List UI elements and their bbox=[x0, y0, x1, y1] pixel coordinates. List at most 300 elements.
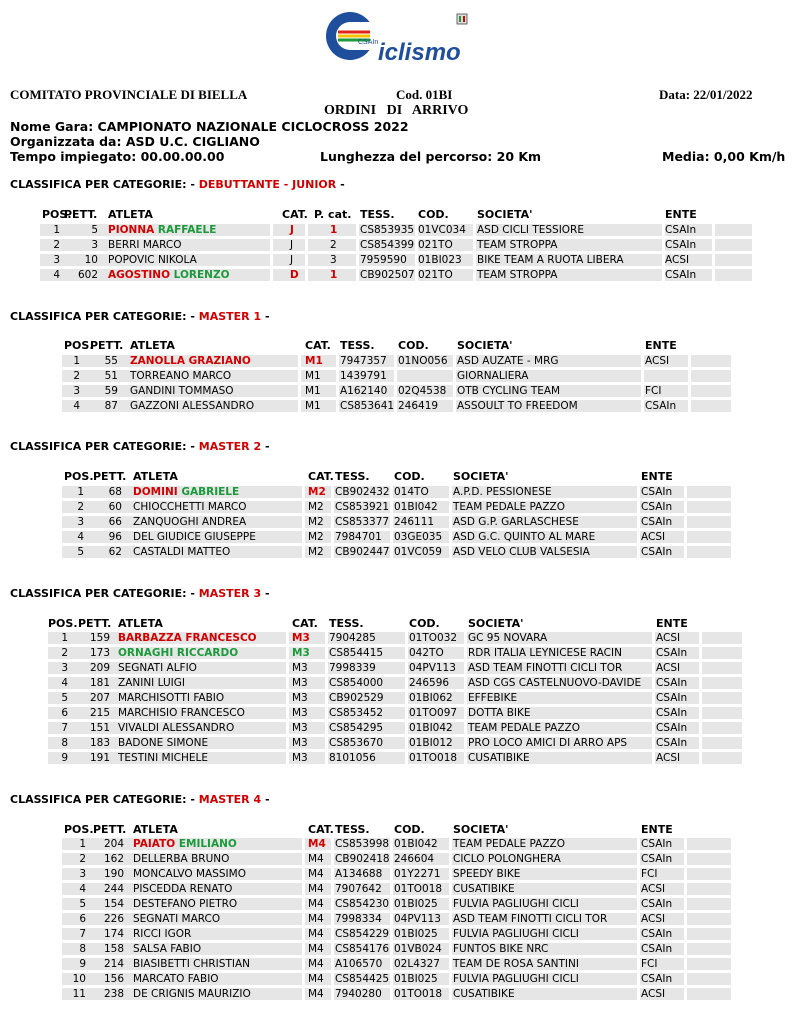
row-separator bbox=[473, 254, 476, 266]
cell-tess: CS854000 bbox=[329, 677, 384, 689]
row-separator bbox=[641, 370, 644, 382]
column-header: CAT. bbox=[305, 339, 331, 352]
cell-tess: CB902507 bbox=[360, 269, 415, 281]
row-separator bbox=[637, 913, 640, 925]
row-separator bbox=[405, 722, 408, 734]
cell-pos: 8 bbox=[79, 943, 86, 955]
cell-pos: 3 bbox=[73, 385, 80, 397]
cell-ente: CSAIn bbox=[641, 973, 673, 985]
row-separator bbox=[449, 501, 452, 513]
cell-athlete bbox=[118, 676, 185, 690]
cell-cat: M1 bbox=[305, 385, 321, 397]
cell-tess: CB902447 bbox=[335, 546, 390, 558]
cell-pos: 5 bbox=[61, 692, 68, 704]
cell-societa: SPEEDY BIKE bbox=[453, 868, 521, 880]
cell-tess: 7998334 bbox=[335, 913, 382, 925]
row-separator bbox=[302, 868, 305, 880]
section-title bbox=[10, 793, 270, 806]
column-header: PETT. bbox=[64, 208, 98, 221]
section-title bbox=[10, 178, 345, 191]
row-separator bbox=[684, 973, 687, 985]
row-separator bbox=[684, 838, 687, 850]
cell-cod: 246604 bbox=[394, 853, 435, 865]
row-separator bbox=[637, 501, 640, 513]
cell-ente: CSAIn bbox=[665, 239, 697, 251]
cell-pos: 2 bbox=[73, 370, 80, 382]
cell-pett: 87 bbox=[104, 400, 118, 412]
cell-cat: M4 bbox=[308, 883, 324, 895]
row-separator bbox=[464, 752, 467, 764]
athlete-surname: SEGNATI ALFIO bbox=[118, 662, 197, 674]
cell-cat: M2 bbox=[308, 531, 324, 543]
cell-societa: TEAM STROPPA bbox=[477, 239, 558, 251]
athlete-surname: MARCATO FABIO bbox=[133, 973, 219, 985]
cell-societa: GC 95 NOVARA bbox=[468, 632, 548, 644]
cell-athlete bbox=[133, 927, 191, 941]
cell-societa: EFFEBIKE bbox=[468, 692, 518, 704]
row-separator bbox=[390, 928, 393, 940]
cell-athlete bbox=[133, 515, 246, 529]
cell-tess: CS854399 bbox=[360, 239, 415, 251]
column-header: SOCIETA' bbox=[453, 470, 509, 483]
cell-ente: CSAIn bbox=[656, 692, 688, 704]
column-header: PETT. bbox=[90, 339, 124, 352]
row-separator bbox=[473, 224, 476, 236]
table-row bbox=[0, 882, 797, 896]
table-row bbox=[0, 500, 797, 514]
cell-tess: CB902418 bbox=[335, 853, 390, 865]
cell-societa: TEAM DE ROSA SANTINI bbox=[453, 958, 579, 970]
table-row bbox=[0, 972, 797, 986]
cell-cod: 246111 bbox=[394, 516, 435, 528]
athlete-surname: VIVALDI ALESSANDRO bbox=[118, 722, 235, 734]
row-separator bbox=[464, 677, 467, 689]
cell-pos: 3 bbox=[61, 662, 68, 674]
cell-pett: 209 bbox=[89, 662, 110, 674]
cell-societa: TEAM PEDALE PAZZO bbox=[468, 722, 580, 734]
table-row bbox=[0, 384, 797, 398]
row-separator bbox=[684, 531, 687, 543]
cell-societa: ASD G.P. GARLASCHESE bbox=[453, 516, 579, 528]
row-separator bbox=[652, 707, 655, 719]
cell-ente: CSAIn bbox=[656, 647, 688, 659]
cell-pos: 1 bbox=[73, 355, 80, 367]
cell-pett: 602 bbox=[77, 269, 98, 281]
cell-ente: CSAIn bbox=[645, 400, 677, 412]
cell-cat: M4 bbox=[308, 988, 324, 1000]
column-header: TESS. bbox=[335, 470, 370, 483]
column-header: COD. bbox=[398, 339, 429, 352]
table-row bbox=[0, 646, 797, 660]
section-suffix: - bbox=[336, 178, 345, 191]
table-row bbox=[0, 837, 797, 851]
row-separator bbox=[390, 838, 393, 850]
row-separator bbox=[390, 868, 393, 880]
cell-athlete bbox=[130, 384, 234, 398]
row-separator bbox=[684, 913, 687, 925]
row-separator bbox=[652, 722, 655, 734]
athlete-surname: PIONNA bbox=[108, 224, 155, 236]
row-separator bbox=[688, 385, 691, 397]
cell-athlete bbox=[118, 646, 238, 660]
column-header: ENTE bbox=[641, 470, 673, 483]
cell-cod: 01BI012 bbox=[409, 737, 453, 749]
row-separator bbox=[331, 988, 334, 1000]
cell-cod: 246419 bbox=[398, 400, 439, 412]
cell-ente: CSAIn bbox=[665, 224, 697, 236]
cell-ente: CSAIn bbox=[641, 486, 673, 498]
row-separator bbox=[331, 546, 334, 558]
cell-pcat: 2 bbox=[330, 239, 337, 251]
cell-cat: M2 bbox=[308, 546, 324, 558]
cell-cod: 042TO bbox=[409, 647, 444, 659]
athlete-surname: GAZZONI ALESSANDRO bbox=[130, 400, 255, 412]
row-separator bbox=[356, 254, 359, 266]
row-separator bbox=[449, 958, 452, 970]
row-separator bbox=[390, 531, 393, 543]
row-separator bbox=[325, 692, 328, 704]
cell-cod: 014TO bbox=[394, 486, 429, 498]
row-separator bbox=[637, 943, 640, 955]
row-separator bbox=[699, 722, 702, 734]
cell-ente: ACSI bbox=[656, 632, 681, 644]
cell-cod: 01VB024 bbox=[394, 943, 442, 955]
row-separator bbox=[637, 883, 640, 895]
cell-cat: M3 bbox=[292, 692, 308, 704]
row-separator bbox=[449, 546, 452, 558]
cell-pett: 162 bbox=[103, 853, 124, 865]
row-separator bbox=[286, 752, 289, 764]
row-separator bbox=[302, 973, 305, 985]
cell-pos: 6 bbox=[61, 707, 68, 719]
column-header: ATLETA bbox=[108, 208, 153, 221]
cell-societa: ASD TEAM FINOTTI CICLI TOR bbox=[468, 662, 623, 674]
row-separator bbox=[302, 958, 305, 970]
cell-pett: 156 bbox=[103, 973, 124, 985]
cell-societa: ASD VELO CLUB VALSESIA bbox=[453, 546, 590, 558]
cell-pett: 66 bbox=[108, 516, 122, 528]
cell-societa: ASD CGS CASTELNUOVO-DAVIDE bbox=[468, 677, 642, 689]
column-header: SOCIETA' bbox=[477, 208, 533, 221]
row-separator bbox=[325, 662, 328, 674]
cell-tess: 7947357 bbox=[340, 355, 387, 367]
cell-ente: CSAIn bbox=[641, 516, 673, 528]
row-separator bbox=[405, 692, 408, 704]
cell-pcat: 3 bbox=[330, 254, 337, 266]
cell-athlete bbox=[118, 691, 224, 705]
row-separator bbox=[390, 913, 393, 925]
table-row bbox=[0, 736, 797, 750]
row-separator bbox=[305, 269, 308, 281]
row-separator bbox=[641, 385, 644, 397]
row-separator bbox=[270, 224, 273, 236]
cell-pett: 173 bbox=[89, 647, 110, 659]
cell-tess: CS854425 bbox=[335, 973, 390, 985]
cell-athlete bbox=[130, 369, 231, 383]
cell-ente: CSAIn bbox=[641, 898, 673, 910]
row-separator bbox=[336, 400, 339, 412]
cell-pos: 4 bbox=[61, 677, 68, 689]
cell-cat: M3 bbox=[292, 632, 310, 644]
row-separator bbox=[331, 501, 334, 513]
cell-cod: 01BI023 bbox=[418, 254, 462, 266]
row-separator bbox=[449, 868, 452, 880]
cell-tess: 7907642 bbox=[335, 883, 382, 895]
table-row bbox=[0, 927, 797, 941]
cell-societa: TEAM PEDALE PAZZO bbox=[453, 501, 565, 513]
cell-tess: 8101056 bbox=[329, 752, 376, 764]
cell-cat: J bbox=[290, 254, 294, 266]
cell-cat: M3 bbox=[292, 737, 308, 749]
cell-societa: RDR ITALIA LEYNICESE RACIN bbox=[468, 647, 622, 659]
athlete-firstname: LORENZO bbox=[173, 269, 230, 281]
cell-athlete bbox=[133, 530, 256, 544]
section-suffix: - bbox=[261, 440, 270, 453]
cell-cod: 01BI062 bbox=[409, 692, 453, 704]
row-separator bbox=[298, 355, 301, 367]
cell-pett: 191 bbox=[89, 752, 110, 764]
column-header: ATLETA bbox=[133, 470, 178, 483]
row-separator bbox=[390, 516, 393, 528]
cell-tess: CS853935 bbox=[360, 224, 415, 236]
row-separator bbox=[449, 913, 452, 925]
cell-pos: 6 bbox=[79, 913, 86, 925]
section-label: CLASSIFICA PER CATEGORIE: - bbox=[10, 793, 199, 806]
athlete-surname: AGOSTINO bbox=[108, 269, 171, 281]
cell-athlete bbox=[133, 987, 251, 1001]
cell-pos: 7 bbox=[61, 722, 68, 734]
row-separator bbox=[699, 647, 702, 659]
section-label: CLASSIFICA PER CATEGORIE: - bbox=[10, 310, 199, 323]
row-separator bbox=[302, 501, 305, 513]
row-separator bbox=[325, 707, 328, 719]
cell-pett: 59 bbox=[104, 385, 118, 397]
row-separator bbox=[637, 868, 640, 880]
table-row bbox=[0, 987, 797, 1001]
row-separator bbox=[637, 486, 640, 498]
cell-athlete bbox=[133, 837, 237, 851]
row-separator bbox=[449, 973, 452, 985]
column-header: POS. bbox=[48, 617, 78, 630]
row-separator bbox=[652, 692, 655, 704]
table-row bbox=[0, 530, 797, 544]
cell-pos: 1 bbox=[61, 632, 68, 644]
row-separator bbox=[390, 486, 393, 498]
cell-ente: CSAIn bbox=[656, 707, 688, 719]
athlete-surname: POPOVIC NIKOLA bbox=[108, 254, 197, 266]
cell-societa: CUSATIBIKE bbox=[453, 988, 515, 1000]
column-header: ENTE bbox=[656, 617, 688, 630]
cell-athlete bbox=[133, 867, 246, 881]
section-category: DEBUTTANTE - JUNIOR bbox=[198, 178, 337, 191]
cell-ente: ACSI bbox=[656, 752, 681, 764]
row-separator bbox=[331, 838, 334, 850]
row-separator bbox=[331, 928, 334, 940]
cell-cod: 01Y2271 bbox=[394, 868, 441, 880]
cell-athlete bbox=[133, 942, 201, 956]
row-separator bbox=[325, 722, 328, 734]
cell-cat: M1 bbox=[305, 400, 321, 412]
row-separator bbox=[637, 928, 640, 940]
cell-ente: FCI bbox=[645, 385, 662, 397]
row-separator bbox=[298, 400, 301, 412]
cell-pett: 214 bbox=[103, 958, 124, 970]
cell-ente: CSAIn bbox=[656, 737, 688, 749]
cell-pett: 207 bbox=[89, 692, 110, 704]
row-separator bbox=[699, 677, 702, 689]
cell-pett: 244 bbox=[103, 883, 124, 895]
cell-pcat: 1 bbox=[330, 269, 338, 281]
cell-tess: A106570 bbox=[335, 958, 383, 970]
row-separator bbox=[405, 647, 408, 659]
cell-pett: 238 bbox=[103, 988, 124, 1000]
cell-ente: CSAIn bbox=[641, 501, 673, 513]
cell-pos: 3 bbox=[77, 516, 84, 528]
row-separator bbox=[684, 868, 687, 880]
row-separator bbox=[302, 943, 305, 955]
cell-pett: 181 bbox=[89, 677, 110, 689]
row-separator bbox=[712, 239, 715, 251]
race-name: Nome Gara: CAMPIONATO NAZIONALE CICLOCROSS 2022 bbox=[10, 119, 409, 134]
athlete-surname: GANDINI TOMMASO bbox=[130, 385, 234, 397]
row-separator bbox=[637, 988, 640, 1000]
section-label: CLASSIFICA PER CATEGORIE: - bbox=[10, 440, 199, 453]
cell-tess: CS853452 bbox=[329, 707, 384, 719]
cell-tess: A162140 bbox=[340, 385, 388, 397]
cell-societa: FUNTOS BIKE NRC bbox=[453, 943, 549, 955]
row-separator bbox=[298, 385, 301, 397]
cell-cod: 01TO018 bbox=[409, 752, 458, 764]
row-separator bbox=[331, 883, 334, 895]
row-separator bbox=[449, 838, 452, 850]
column-header: PETT. bbox=[93, 823, 127, 836]
cell-tess: CS853670 bbox=[329, 737, 384, 749]
row-separator bbox=[331, 943, 334, 955]
cell-societa: CUSATIBIKE bbox=[453, 883, 515, 895]
row-separator bbox=[302, 516, 305, 528]
cell-ente: ACSI bbox=[641, 531, 666, 543]
cell-cat: M4 bbox=[308, 958, 324, 970]
cell-tess: CS853641 bbox=[340, 400, 395, 412]
row-separator bbox=[637, 838, 640, 850]
row-separator bbox=[302, 546, 305, 558]
cell-pos: 8 bbox=[61, 737, 68, 749]
cell-ente: FCI bbox=[641, 868, 658, 880]
cell-pos: 10 bbox=[72, 973, 86, 985]
cell-tess: CB902529 bbox=[329, 692, 384, 704]
cell-cod: 01BI042 bbox=[394, 501, 438, 513]
row-separator bbox=[394, 355, 397, 367]
cell-societa: FULVIA PAGLIUGHI CICLI bbox=[453, 898, 579, 910]
column-header: CAT. bbox=[282, 208, 308, 221]
column-header: PETT. bbox=[93, 470, 127, 483]
cell-tess: CS854415 bbox=[329, 647, 384, 659]
cell-pett: 68 bbox=[108, 486, 122, 498]
cell-cod: 021TO bbox=[418, 239, 453, 251]
cell-tess: CB902432 bbox=[335, 486, 390, 498]
cell-tess: CS854295 bbox=[329, 722, 384, 734]
cell-pos: 3 bbox=[53, 254, 60, 266]
cell-societa: GIORNALIERA bbox=[457, 370, 529, 382]
column-header: SOCIETA' bbox=[453, 823, 509, 836]
row-separator bbox=[302, 928, 305, 940]
athlete-surname: MONCALVO MASSIMO bbox=[133, 868, 246, 880]
row-separator bbox=[390, 973, 393, 985]
athlete-firstname: EMILIANO bbox=[178, 838, 237, 850]
row-separator bbox=[405, 662, 408, 674]
column-header: COD. bbox=[394, 470, 425, 483]
row-separator bbox=[325, 737, 328, 749]
athlete-surname: BARBAZZA FRANCESCO bbox=[118, 632, 257, 644]
cell-athlete bbox=[118, 721, 234, 735]
row-separator bbox=[688, 355, 691, 367]
cell-cat: M3 bbox=[292, 722, 308, 734]
cell-pett: 151 bbox=[89, 722, 110, 734]
cell-cod: 04PV113 bbox=[394, 913, 441, 925]
cell-societa: OTB CYCLING TEAM bbox=[457, 385, 561, 397]
organizer: Organizzata da: ASD U.C. CIGLIANO bbox=[10, 134, 260, 149]
row-separator bbox=[637, 853, 640, 865]
table-row bbox=[0, 545, 797, 559]
section-category: MASTER 1 bbox=[198, 310, 262, 323]
section-suffix: - bbox=[261, 793, 270, 806]
section-label: CLASSIFICA PER CATEGORIE: - bbox=[10, 178, 199, 191]
row-separator bbox=[473, 239, 476, 251]
cell-athlete bbox=[108, 238, 181, 252]
cell-pett: 174 bbox=[103, 928, 124, 940]
table-row bbox=[0, 268, 797, 282]
cell-cat: M4 bbox=[308, 898, 324, 910]
row-separator bbox=[356, 269, 359, 281]
cell-pos: 7 bbox=[79, 928, 86, 940]
athlete-surname: ZANINI LUIGI bbox=[118, 677, 185, 689]
row-separator bbox=[641, 400, 644, 412]
athlete-surname: MARCHISIO FRANCESCO bbox=[118, 707, 245, 719]
cell-ente: ACSI bbox=[656, 662, 681, 674]
row-separator bbox=[302, 883, 305, 895]
cell-pos: 1 bbox=[77, 486, 84, 498]
cell-ente: ACSI bbox=[645, 355, 670, 367]
table-row bbox=[0, 706, 797, 720]
cell-cat: M2 bbox=[308, 501, 324, 513]
cell-cod: 01BI042 bbox=[409, 722, 453, 734]
row-separator bbox=[637, 546, 640, 558]
athlete-surname: TESTINI MICHELE bbox=[118, 752, 209, 764]
table-row bbox=[0, 721, 797, 735]
cell-cod: 01VC034 bbox=[418, 224, 466, 236]
cell-pett: 3 bbox=[91, 239, 98, 251]
cell-pett: 55 bbox=[104, 355, 118, 367]
crest-icon bbox=[456, 12, 468, 28]
cell-pett: 215 bbox=[89, 707, 110, 719]
row-separator bbox=[684, 988, 687, 1000]
row-separator bbox=[684, 486, 687, 498]
row-separator bbox=[637, 973, 640, 985]
row-separator bbox=[390, 883, 393, 895]
cell-cat: M4 bbox=[308, 973, 324, 985]
cell-cat: M4 bbox=[308, 838, 326, 850]
cell-ente: FCI bbox=[641, 958, 658, 970]
table-row bbox=[0, 485, 797, 499]
row-separator bbox=[652, 737, 655, 749]
cell-tess: CS854229 bbox=[335, 928, 390, 940]
row-separator bbox=[684, 501, 687, 513]
cell-cat: M3 bbox=[292, 707, 308, 719]
row-separator bbox=[331, 898, 334, 910]
row-separator bbox=[712, 269, 715, 281]
row-separator bbox=[331, 868, 334, 880]
cell-pett: 154 bbox=[103, 898, 124, 910]
